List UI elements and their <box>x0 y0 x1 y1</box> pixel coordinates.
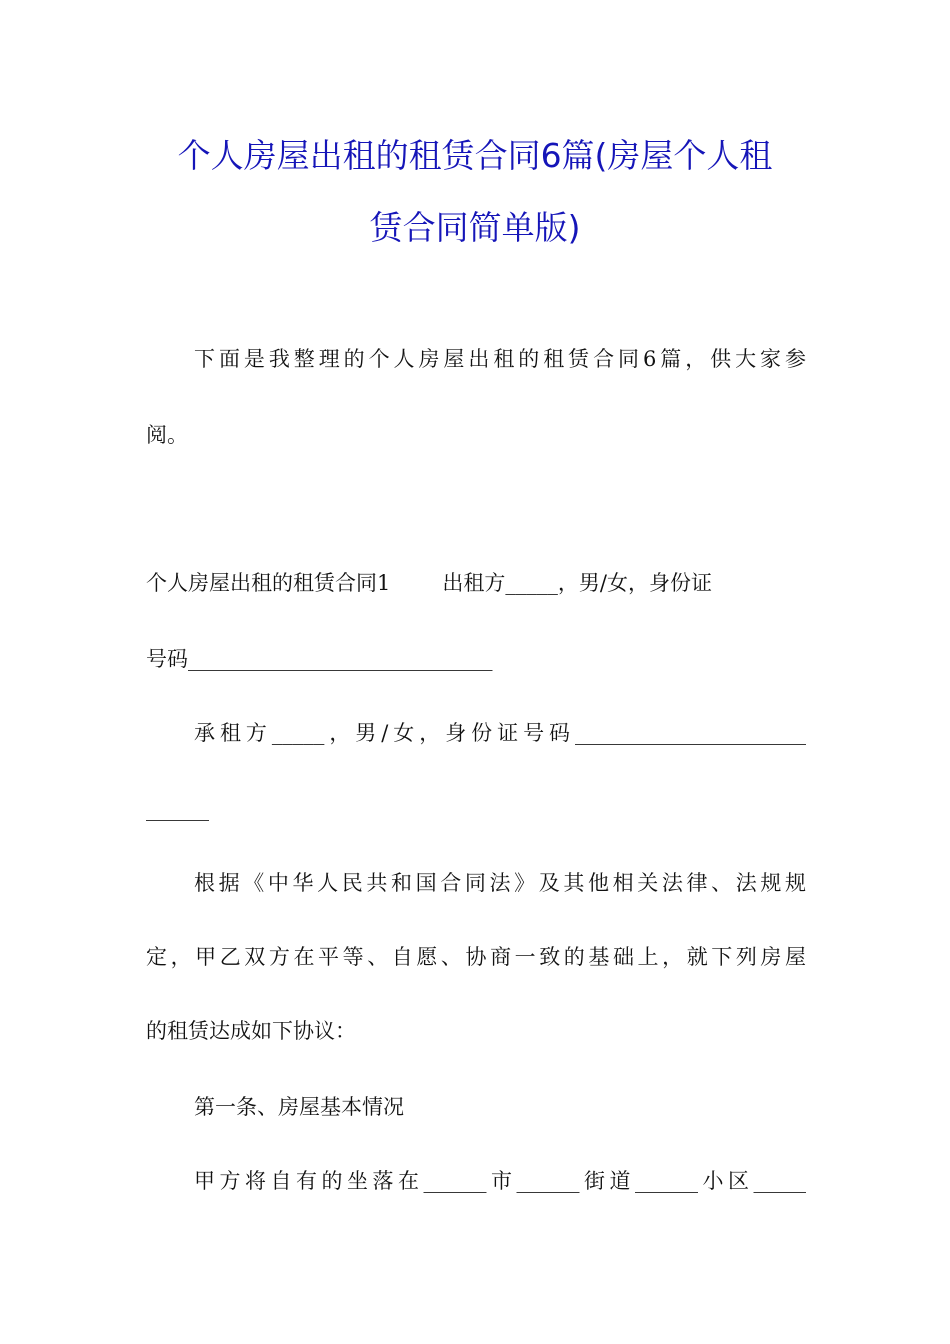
lessor-line-2: 号码_____________________________ <box>146 647 493 671</box>
intro-paragraph-line-2: 阅。 <box>146 423 188 447</box>
article-1-line-1: 甲方将自有的坐落在______市______街道______小区_____ <box>194 1169 806 1193</box>
basis-paragraph-line-3: 的租赁达成如下协议： <box>146 1019 356 1043</box>
article-1-heading: 第一条、房屋基本情况 <box>194 1095 404 1119</box>
basis-paragraph-line-2: 定，甲乙双方在平等、自愿、协商一致的基础上，就下列房屋 <box>146 945 806 969</box>
document-title-line-2: 赁合同简单版) <box>369 208 581 247</box>
lessor-id-prompt: 出租方_____，男/女，身份证 <box>442 571 712 595</box>
section-1-heading: 个人房屋出租的租赁合同1 <box>146 571 391 595</box>
lessee-line-2: ______ <box>146 797 209 821</box>
intro-paragraph-line-1: 下面是我整理的个人房屋出租的租赁合同6篇，供大家参 <box>194 347 806 371</box>
document-title-line-1: 个人房屋出租的租赁合同6篇(房屋个人租 <box>177 136 773 175</box>
lessor-line-1 <box>146 568 806 598</box>
basis-paragraph-line-1: 根据《中华人民共和国合同法》及其他相关法律、法规规 <box>194 871 806 895</box>
lessee-line-1: 承租方_____，男/女，身份证号码______________________ <box>194 721 806 745</box>
